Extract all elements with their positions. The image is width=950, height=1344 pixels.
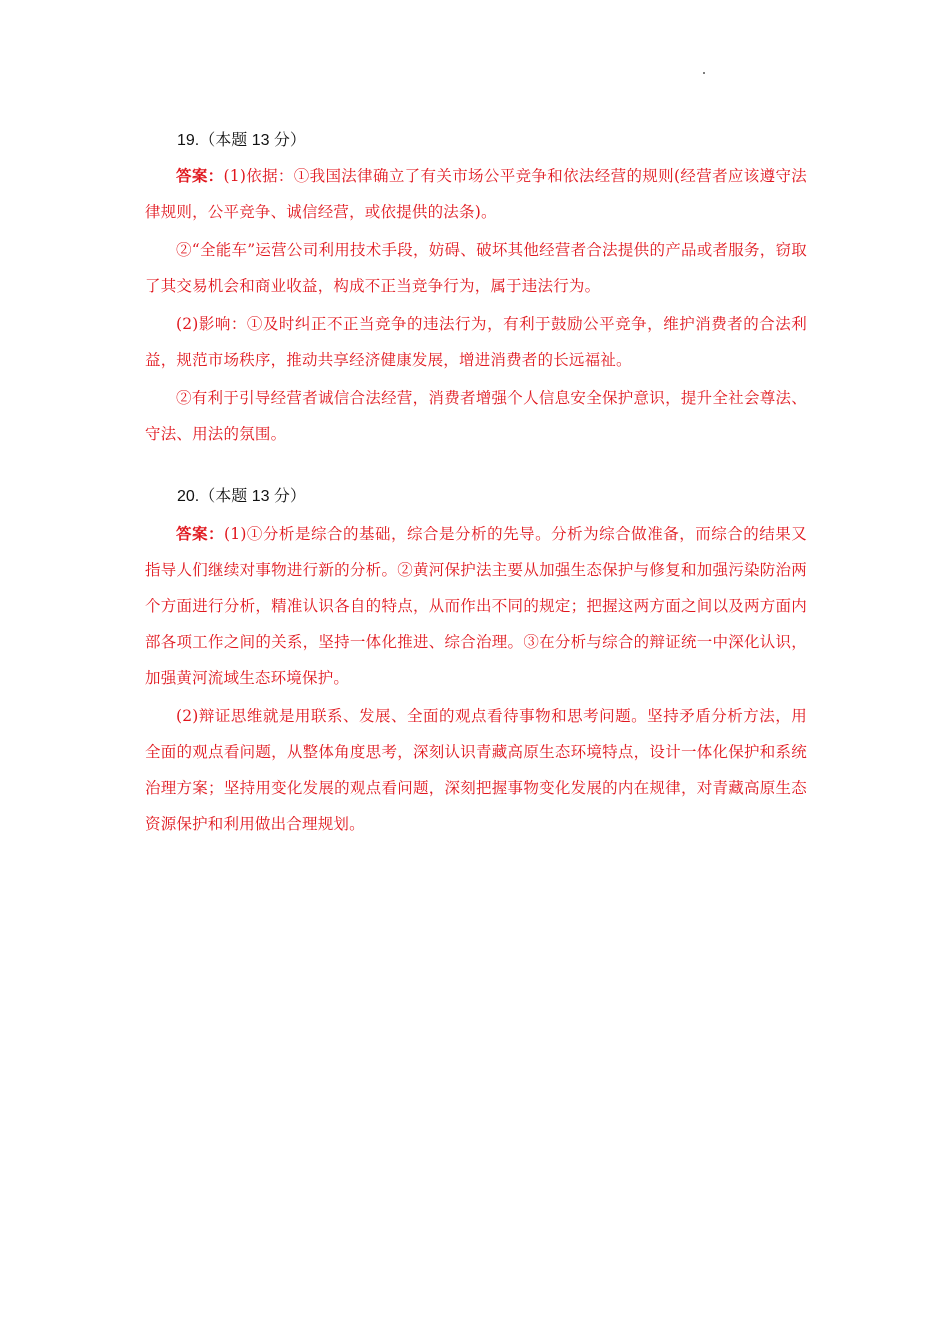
question-20-answer — [145, 516, 807, 842]
answer-paragraph: ②有利于引导经营者诚信合法经营，消费者增强个人信息安全保护意识，提升全社会尊法、守法、用法的氛围。 — [145, 389, 807, 443]
question-19-answer — [145, 158, 807, 452]
answer-label: 答案： — [176, 166, 224, 185]
answer-paragraph — [145, 158, 807, 230]
question-20-heading: 20.（本题 13 分） — [177, 488, 306, 505]
question-19-heading: 19.（本题 13 分） — [177, 132, 306, 149]
answer-paragraph: (2)辩证思维就是用联系、发展、全面的观点看待事物和思考问题。坚持矛盾分析方法，用全面的观点看问题，从整体角度思考，深刻认识青藏高原生态环境特点，设计一体化保护和系统治理方案；坚持用变化发展的观点看问题，深刻把握事物变化发展的内在规律，对青藏高原生态资源保护和利用做出合理规划。 — [145, 707, 807, 833]
answer-paragraph: (2)影响：①及时纠正不正当竞争的违法行为，有利于鼓励公平竞争，维护消费者的合法利益，规范市场秩序，推动共享经济健康发展，增进消费者的长远福祉。 — [145, 315, 807, 369]
answer-text: (1)依据：①我国法律确立了有关市场公平竞争和依法经营的规则(经营者应该遵守法律规则，公平竞争、诚信经营，或依提供的法条)。 — [145, 167, 807, 221]
answer-text: (1)①分析是综合的基础，综合是分析的先导。分析为综合做准备，而综合的结果又指导人们继续对事物进行新的分析。②黄河保护法主要从加强生态保护与修复和加强污染防治两个方面进行分析，精准认识各自的特点，从而作出不同的规定；把握这两方面之间以及两方面内部各项工作之间的关系，坚持一体化推进、综合治理。③在分析与综合的辩证统一中深化认识，加强黄河流域生态环境保护。 — [145, 525, 807, 687]
answer-paragraph — [145, 516, 807, 696]
answer-paragraph: ②“全能车”运营公司利用技术手段，妨碍、破坏其他经营者合法提供的产品或者服务，窃取了其交易机会和商业收益，构成不正当竞争行为，属于违法行为。 — [145, 241, 807, 295]
answer-label: 答案： — [176, 524, 225, 543]
page-dot-mark — [703, 72, 705, 74]
